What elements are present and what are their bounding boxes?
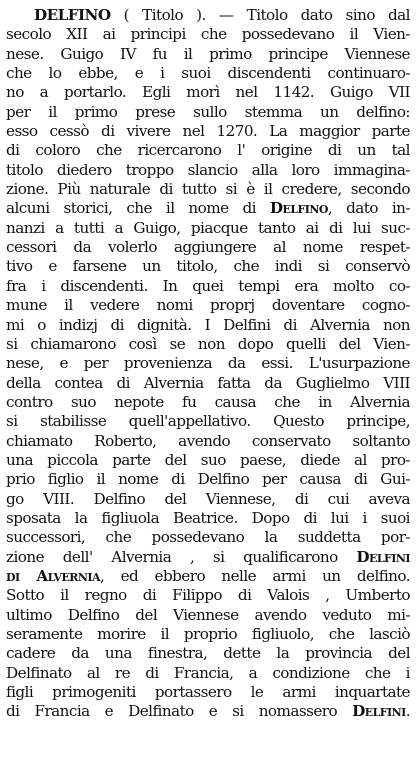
small-caps-term: di Alvernia — [6, 566, 100, 585]
text-line — [6, 335, 410, 354]
text-line — [6, 412, 410, 431]
text-line — [6, 161, 410, 180]
text-line — [6, 606, 410, 625]
text-run: . — [405, 702, 410, 721]
text-run: fra i discendenti. In quei tempi era molto co- — [6, 276, 410, 295]
text-run: si chiamarono così se non dopo quelli del Vien- — [6, 334, 410, 353]
text-run: zione. Più naturale di tutto si è il credere, secondo — [6, 180, 410, 199]
text-run: si stabilisse quell'appellativo. Questo principe, — [6, 412, 410, 431]
text-line — [6, 6, 410, 25]
text-run: chiamato Roberto, avendo conservato soltanto — [6, 431, 410, 450]
text-line — [6, 393, 410, 412]
text-run: della contea di Alvernia fatta da Guglielmo VIII — [6, 373, 410, 392]
text-run: per il primo prese sullo stemma un delfino: — [6, 102, 410, 121]
text-run: secolo XII ai principi che possedevano il Vien- — [6, 25, 410, 44]
text-run: cadere da una finestra, dette la provincia del — [6, 644, 410, 663]
text-run: successori, che possedevano la suddetta por- — [6, 528, 410, 547]
dictionary-entry — [6, 6, 410, 722]
text-run: mi o indizj di dignità. I Delfini di Alvernia non — [6, 315, 410, 334]
text-run: tivo e farsene un titolo, che indi si conservò — [6, 257, 410, 276]
text-line — [6, 296, 410, 315]
text-line — [6, 64, 410, 83]
text-line — [6, 83, 410, 102]
text-run: seramente morire il proprio figliuolo, che lasciò — [6, 625, 410, 643]
text-run: Delfinato al re di Francia, a condizione che i — [6, 663, 410, 682]
text-line — [6, 470, 410, 489]
text-line — [6, 25, 410, 44]
text-run: che lo ebbe, e i suoi discendenti continuaro- — [6, 64, 410, 83]
text-run: , ed ebbero nelle armi un delfino. — [99, 566, 410, 585]
text-run: mune il vedere nomi proprj doventare cogno- — [6, 296, 410, 315]
text-run: go VIII. Delfino del Viennese, di cui aveva — [6, 489, 410, 508]
text-line — [6, 567, 410, 586]
text-run: titolo diedero troppo slancio alla loro immagina- — [6, 160, 410, 179]
text-run: zione dell' Alvernia , si qualificarono — [6, 547, 357, 566]
text-run: Sotto il regno di Filippo di Valois , Umberto — [6, 586, 410, 605]
text-line — [6, 528, 410, 547]
text-line — [6, 625, 410, 644]
text-run: , dato in- — [327, 199, 410, 218]
text-run: di coloro che ricercarono l' origine di un tal — [6, 141, 410, 160]
text-line — [6, 509, 410, 528]
text-line — [6, 354, 410, 373]
text-run: ultimo Delfino del Viennese avendo veduto mi- — [6, 605, 410, 624]
text-line — [6, 451, 410, 470]
text-line — [6, 702, 410, 721]
text-line — [6, 238, 410, 257]
text-run: nese, e per provenienza da essi. L'usurpazione — [6, 354, 410, 373]
text-line — [6, 644, 410, 663]
text-line — [6, 180, 410, 199]
text-line — [6, 103, 410, 122]
small-caps-term: Delfini — [356, 547, 410, 566]
entry-headword: DELFINO — [34, 6, 111, 24]
text-run: nese. Guigo IV fu il primo principe Viennese — [6, 44, 410, 63]
text-line — [6, 664, 410, 683]
text-run: sposata la figliuola Beatrice. Dopo di lui i suoi — [6, 508, 410, 527]
text-line — [6, 586, 410, 605]
text-line — [6, 277, 410, 296]
text-line — [6, 490, 410, 509]
text-line — [6, 141, 410, 160]
text-run: figli primogeniti portassero le armi inquartate — [6, 683, 410, 702]
text-line — [6, 316, 410, 335]
text-run: una piccola parte del suo paese, diede al pro- — [6, 450, 410, 469]
text-line — [6, 548, 410, 567]
text-line — [6, 432, 410, 451]
text-run: contro suo nepote fu causa che in Alvernia — [6, 392, 410, 411]
text-run: cessori da volerlo aggiungere al nome respet- — [6, 238, 410, 257]
text-run: di Francia e Delfinato e si nomassero — [6, 702, 353, 721]
text-line — [6, 122, 410, 141]
text-run: ( Titolo ). — Titolo dato sino dal — [110, 6, 410, 24]
text-line — [6, 199, 410, 218]
text-run: no a portarlo. Egli morì nel 1142. Guigo VII — [6, 83, 410, 102]
text-line — [6, 683, 410, 702]
text-line — [6, 45, 410, 64]
text-run: nanzi a tutti a Guigo, piacque tanto ai di lui suc- — [6, 218, 410, 237]
text-run: prio figlio il nome di Delfino per causa di Gui- — [6, 470, 410, 489]
text-line — [6, 219, 410, 238]
text-line — [6, 374, 410, 393]
text-run: alcuni storici, che il nome di — [6, 199, 270, 218]
small-caps-term: Delfini — [352, 702, 406, 721]
small-caps-term: Delfino — [269, 199, 328, 218]
text-line — [6, 257, 410, 276]
text-run: esso cessò di vivere nel 1270. La maggior parte — [6, 122, 410, 141]
